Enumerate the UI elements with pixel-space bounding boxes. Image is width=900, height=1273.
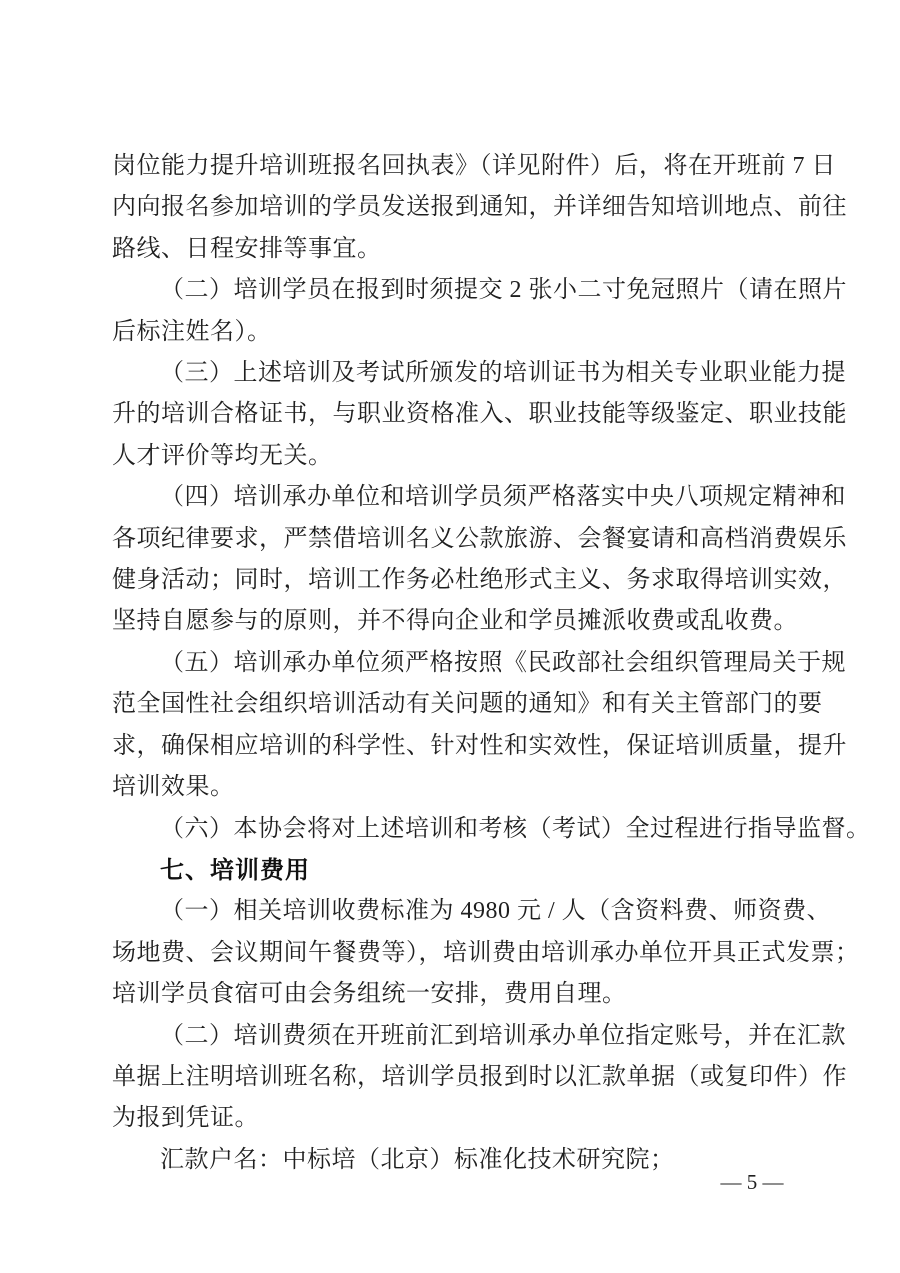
paragraph-continuation [112,146,847,270]
text-line: 后标注姓名）。 [112,318,272,345]
text-line: 汇款户名：中标培（北京）标准化技术研究院； [160,1146,675,1173]
paragraph-item-2 [112,270,847,353]
text-line: （四）培训承办单位和培训学员须严格落实中央八项规定精神和 [160,484,846,511]
section-heading: 七、培训费用 [160,856,310,884]
section-heading-fees [112,850,812,891]
text-line: 路线、日程安排等事宜。 [112,235,382,262]
paragraph-fee-item-1 [112,891,860,1015]
document-body-text [112,146,871,1181]
paragraph-item-4 [112,477,847,643]
text-line: 为报到凭证。 [112,1105,259,1132]
text-line: 培训效果。 [112,774,235,801]
text-line: 各项纪律要求，严禁借培训名义公款旅游、会餐宴请和高档消费娱乐 [112,525,847,552]
text-line: 岗位能力提升培训班报名回执表》（详见附件）后，将在开班前 7 日 [112,153,836,179]
text-line: 范全国性社会组织培训活动有关问题的通知》和有关主管部门的要 [112,691,823,718]
paragraph-item-3 [112,353,847,477]
paragraph-fee-item-2 [112,1016,847,1140]
text-line: 单据上注明培训班名称，培训学员报到时以汇款单据（或复印件）作 [112,1063,847,1090]
page-number: — 5 — [720,1170,784,1194]
paragraph-item-6 [112,809,871,850]
text-line: （一）相关培训收费标准为 4980 元 / 人（含资料费、师资费、 [160,898,832,925]
text-line: 求，确保相应培训的科学性、针对性和实效性，保证培训质量，提升 [112,732,847,759]
paragraph-item-5 [112,643,847,809]
text-line: 内向报名参加培训的学员发送报到通知，并详细告知培训地点、前往 [112,194,847,221]
text-line: 培训学员食宿可由会务组统一安排，费用自理。 [112,981,627,1008]
text-line: 健身活动；同时，培训工作务必杜绝形式主义、务求取得培训实效， [112,567,847,594]
text-line: 人才评价等均无关。 [112,442,333,469]
text-line: 升的培训合格证书，与职业资格准入、职业技能等级鉴定、职业技能 [112,401,847,428]
text-line: 场地费、会议期间午餐费等），培训费由培训承办单位开具正式发票； [112,939,860,966]
text-line: （二）培训费须在开班前汇到培训承办单位指定账号，并在汇款 [160,1022,846,1049]
text-line: 坚持自愿参与的原则，并不得向企业和学员摊派收费或乱收费。 [112,608,798,635]
text-line: （三）上述培训及考试所颁发的培训证书为相关专业职业能力提 [160,360,846,387]
text-line: （二）培训学员在报到时须提交 2 张小二寸免冠照片（请在照片 [160,277,847,304]
text-line: （六）本协会将对上述培训和考核（考试）全过程进行指导监督。 [160,815,871,842]
text-line: （五）培训承办单位须严格按照《民政部社会组织管理局关于规 [160,649,846,676]
